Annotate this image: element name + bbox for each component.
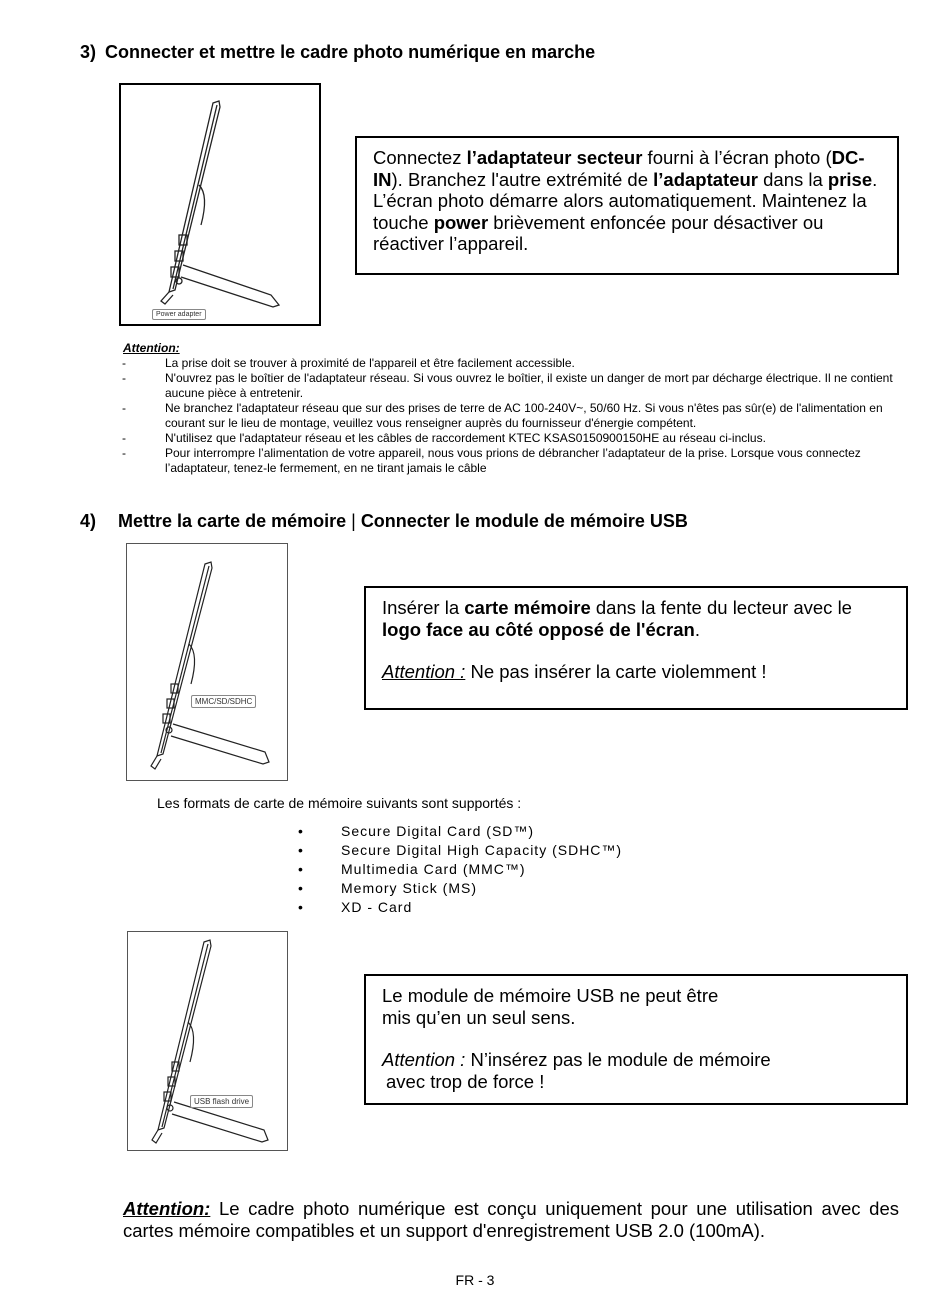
- frame-side-view-icon: [127, 544, 287, 780]
- callout-text: dans la: [757, 168, 828, 190]
- callout-text: Insérer la: [382, 597, 465, 618]
- usb-label: USB flash drive: [190, 1095, 253, 1108]
- callout-text: .: [694, 618, 700, 640]
- callout-bold-adapter-2: l’adaptateur: [653, 168, 758, 190]
- callout-text: fourni à l’écran photo (: [642, 147, 832, 168]
- callout-text: dans la fente du lecteur avec le: [590, 597, 852, 618]
- formats-intro: Les formats de carte de mémoire suivants sont supportés :: [157, 795, 522, 811]
- dash-marker: -: [122, 446, 126, 460]
- power-adapter-label: Power adapter: [152, 309, 206, 320]
- callout-bold-power: power: [433, 211, 489, 233]
- format-item-text: Secure Digital High Capacity (SDHC™): [341, 842, 623, 858]
- callout-text: Ne pas insérer la carte violemment !: [465, 661, 767, 682]
- footer-attention-label: Attention:: [123, 1198, 211, 1219]
- frame-side-view-icon: [121, 85, 319, 324]
- dc-in-callout: [355, 136, 899, 275]
- format-item: [296, 822, 622, 841]
- power-adapter-illustration: [119, 83, 321, 326]
- callout-bold-logo: logo face au côté opposé de l'écran: [382, 618, 695, 640]
- callout-text: . L’écran photo démarre alors automatiquement. Maintenez la touche: [373, 168, 878, 233]
- page-number: FR - 3: [455, 1272, 495, 1288]
- section-4-heading: [80, 511, 688, 532]
- formats-list: [296, 822, 622, 917]
- usb-callout-attention: [382, 1049, 890, 1071]
- usb-callout-line: Le module de mémoire USB ne peut être: [382, 985, 719, 1006]
- attention-item: [121, 356, 901, 371]
- attention-item-text: Ne branchez l'adaptateur réseau que sur des prises de terre de AC 100-240V~, 50/60 Hz. Si vous n'êtes pas sûr(e) de l'alimentation en courant sur le lieu de montage, veuillez vous renseigner auprès du fournisseur d'énergie compétent.: [165, 401, 883, 430]
- attention-item-text: Pour interrompre l’alimentation de votre appareil, nous vous prions de débrancher l’adaptateur de la prise. Lorsque vous connectez l’adaptateur, tenez-le fermement, en ne tirant jamais le câble: [165, 446, 861, 475]
- memory-card-callout: [364, 586, 908, 710]
- section-4-title-part2: Connecter le module de mémoire USB: [360, 511, 688, 531]
- callout-bold-prise: prise: [827, 168, 873, 190]
- memory-card-label: MMC/SD/SDHC: [191, 695, 256, 708]
- callout-text: N’insérez pas le module de mémoire: [465, 1049, 771, 1070]
- usb-illustration: [127, 931, 288, 1151]
- attention-item: [121, 431, 901, 446]
- format-item-text: Secure Digital Card (SD™): [341, 823, 535, 839]
- bullet-marker: •: [298, 880, 304, 896]
- attention-item: [121, 446, 901, 476]
- dash-marker: -: [122, 371, 126, 385]
- usb-callout: [364, 974, 908, 1105]
- bullet-marker: •: [298, 823, 304, 839]
- callout-bold-dcin: DC-IN: [373, 147, 865, 190]
- bullet-marker: •: [298, 861, 304, 877]
- attention-list: [121, 356, 901, 476]
- attention-item-text: La prise doit se trouver à proximité de l'appareil et être facilement accessible.: [165, 356, 575, 370]
- dash-marker: -: [122, 401, 126, 415]
- attention-title: Attention:: [123, 341, 180, 355]
- callout-attention-label: Attention :: [382, 1049, 466, 1070]
- memory-card-callout-text: [382, 597, 890, 640]
- section-3-heading: [80, 42, 595, 63]
- usb-callout-line: mis qu’en un seul sens.: [382, 1006, 576, 1028]
- callout-bold-adapter: l’adaptateur secteur: [466, 147, 643, 168]
- attention-item-text: N'utilisez que l'adaptateur réseau et les câbles de raccordement KTEC KSAS0150900150HE au réseau ci-inclus.: [165, 431, 766, 445]
- callout-text: brièvement enfoncée pour désactiver ou réactiver l’appareil.: [373, 211, 824, 254]
- callout-attention-label: Attention :: [382, 661, 466, 682]
- callout-text: Connectez: [373, 147, 467, 168]
- dash-marker: -: [122, 431, 126, 445]
- memory-card-attention: [382, 661, 890, 683]
- attention-item: [121, 401, 901, 431]
- format-item-text: XD - Card: [341, 899, 413, 915]
- section-4-title-part1: Mettre la carte de mémoire: [118, 511, 347, 531]
- section-4-number: 4): [80, 511, 97, 531]
- format-item: [296, 898, 622, 917]
- callout-bold-card: carte mémoire: [464, 597, 591, 618]
- callout-text: ). Branchez l'autre extrémité de: [391, 168, 654, 190]
- format-item-text: Memory Stick (MS): [341, 880, 477, 896]
- memory-card-illustration: [126, 543, 288, 781]
- format-item-text: Multimedia Card (MMC™): [341, 861, 526, 877]
- attention-item: [121, 371, 901, 401]
- format-item: [296, 860, 622, 879]
- bullet-marker: •: [298, 899, 304, 915]
- footer-attention-note: [123, 1198, 899, 1242]
- attention-item-text: N'ouvrez pas le boîtier de l'adaptateur réseau. Si vous ouvrez le boîtier, il existe un danger de mort par décharge électrique. Il ne contient aucune pièce à entretenir.: [165, 371, 893, 400]
- section-3-number: 3): [80, 42, 97, 62]
- section-3-title: Connecter et mettre le cadre photo numérique en marche: [105, 42, 596, 62]
- footer-attention-text: Le cadre photo numérique est conçu uniquement pour une utilisation avec des cartes mémoire compatibles et un support d'enregistrement USB 2.0 (100mA).: [123, 1198, 899, 1241]
- section-4-separator: |: [346, 511, 361, 531]
- frame-side-view-icon: [128, 932, 287, 1150]
- format-item: [296, 879, 622, 898]
- dash-marker: -: [122, 356, 126, 370]
- format-item: [296, 841, 622, 860]
- usb-callout-line: avec trop de force !: [386, 1070, 545, 1092]
- bullet-marker: •: [298, 842, 304, 858]
